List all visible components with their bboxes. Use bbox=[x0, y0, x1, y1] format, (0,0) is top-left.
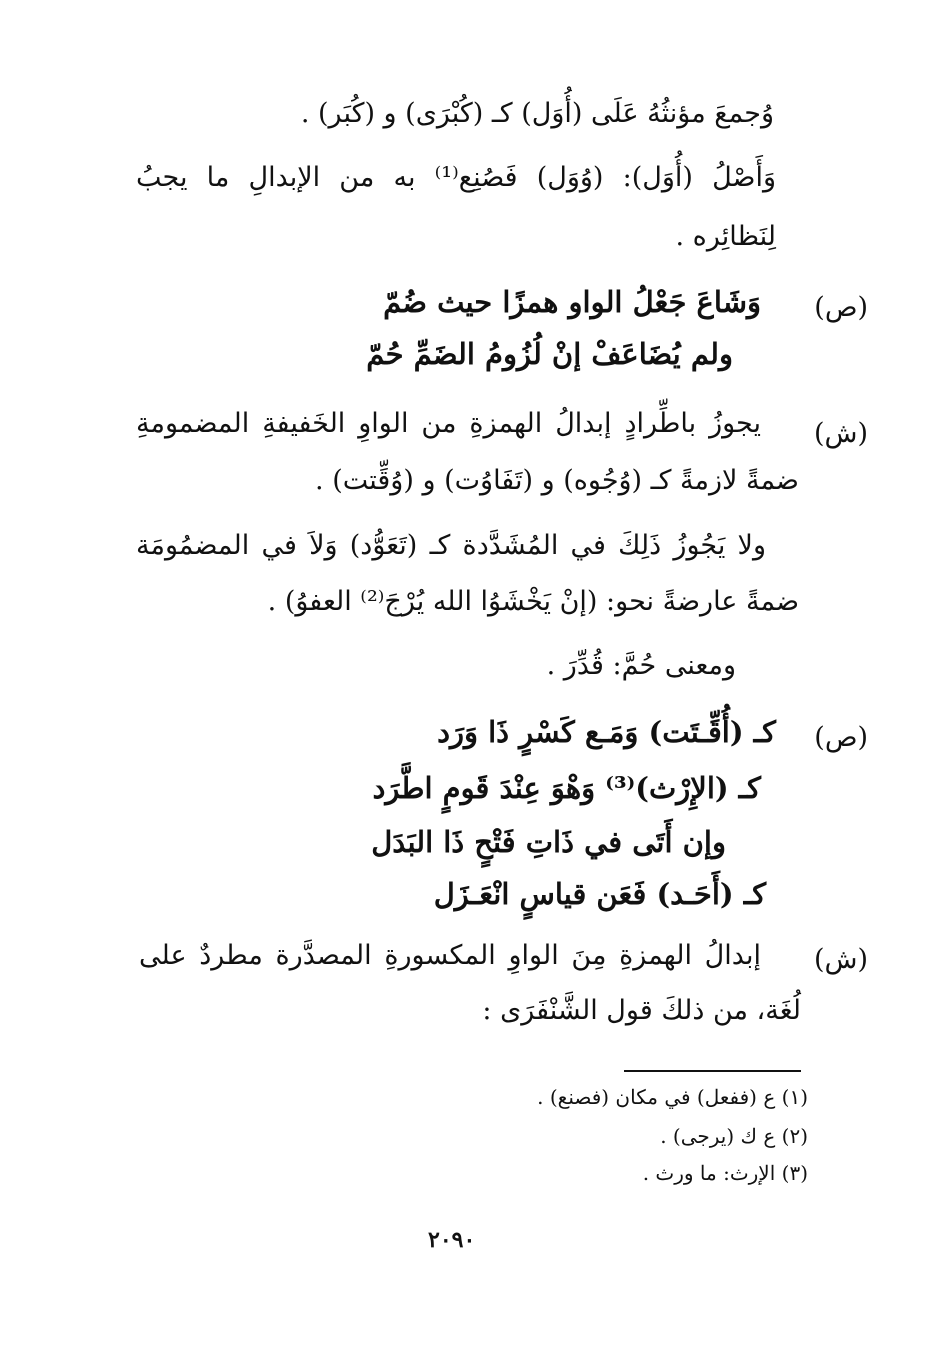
text-line: وُجمعَ مؤنثُهُ عَلَى (أُوَل) كـ (كُبْرَى) و (كُبَر) . bbox=[300, 98, 774, 129]
page-number: ٢٠٩٠ bbox=[428, 1227, 476, 1253]
section-marker: (ص) bbox=[814, 722, 868, 753]
text-line: إبدالُ الهمزةِ مِنَ الواوِ المكسورةِ المصدَّرة مطردٌ على bbox=[139, 940, 761, 971]
footnote: (٣) الإرث: ما ورث . bbox=[642, 1161, 808, 1185]
footnote: (١) ع (ففعل) في مكان (فصنع) . bbox=[537, 1085, 808, 1109]
verse-line: كـ (أَحَـد) فَعَن قياسٍ انْعَـزَل bbox=[433, 877, 766, 911]
section-marker: (ش) bbox=[813, 944, 868, 975]
text-line: لِنَظائِره . bbox=[675, 221, 776, 252]
verse-line: كـ (الإِرْث)⁽³⁾ وَهْوَ عِنْدَ قَومٍ اطَّرَد bbox=[372, 771, 761, 805]
text-line: ضمةً لازمةً كـ (وُجُوه) و (تَفَاوُت) و (وُقِّتت) . bbox=[315, 465, 799, 496]
text-line: لُغَة، من ذلكَ قول الشَّنْفَرَى : bbox=[482, 995, 801, 1026]
section-marker: (ش) bbox=[813, 418, 868, 449]
text-line: ومعنى حُمَّ: قُدِّرَ . bbox=[546, 650, 736, 681]
text-line: وَأَصْلُ (أُوَل): (وُوَل) فَصُنِع⁽¹⁾ به من الإبدالِ ما يجبُ bbox=[136, 162, 776, 193]
text-line: ولا يَجُوزُ ذَلِكَ في المُشَدَّدة كـ (تَعَوُّد) وَلاَ في المضمُومَة bbox=[136, 530, 766, 561]
text-line: ضمةً عارضةً نحو: (إنْ يَخْشَوُا الله يُرْجَ⁽²⁾ العفوُ) . bbox=[267, 586, 799, 617]
footnote: (٢) ع ك (يرجى) . bbox=[660, 1124, 808, 1148]
verse-line: كـ (أُقِّـتَت) وَمَـع كَسْرٍ ذَا وَرَد bbox=[437, 715, 776, 749]
verse-line: ولم يُضَاعَفْ إنْ لُزُومُ الضَمِّ حُمّ bbox=[366, 337, 733, 371]
section-marker: (ص) bbox=[814, 292, 868, 323]
footnote-separator bbox=[624, 1070, 801, 1072]
text-line: يجوزُ باطِّرادٍ إبدالُ الهمزةِ من الواوِ الخَفيفةِ المضمومةِ bbox=[136, 408, 761, 439]
verse-line: وإن أَتَى في ذَاتِ فَتْحٍ ذَا البَدَل bbox=[371, 825, 726, 859]
verse-line: وَشَاعَ جَعْلُ الواو همزًا حيث ضُمّ bbox=[383, 285, 761, 319]
